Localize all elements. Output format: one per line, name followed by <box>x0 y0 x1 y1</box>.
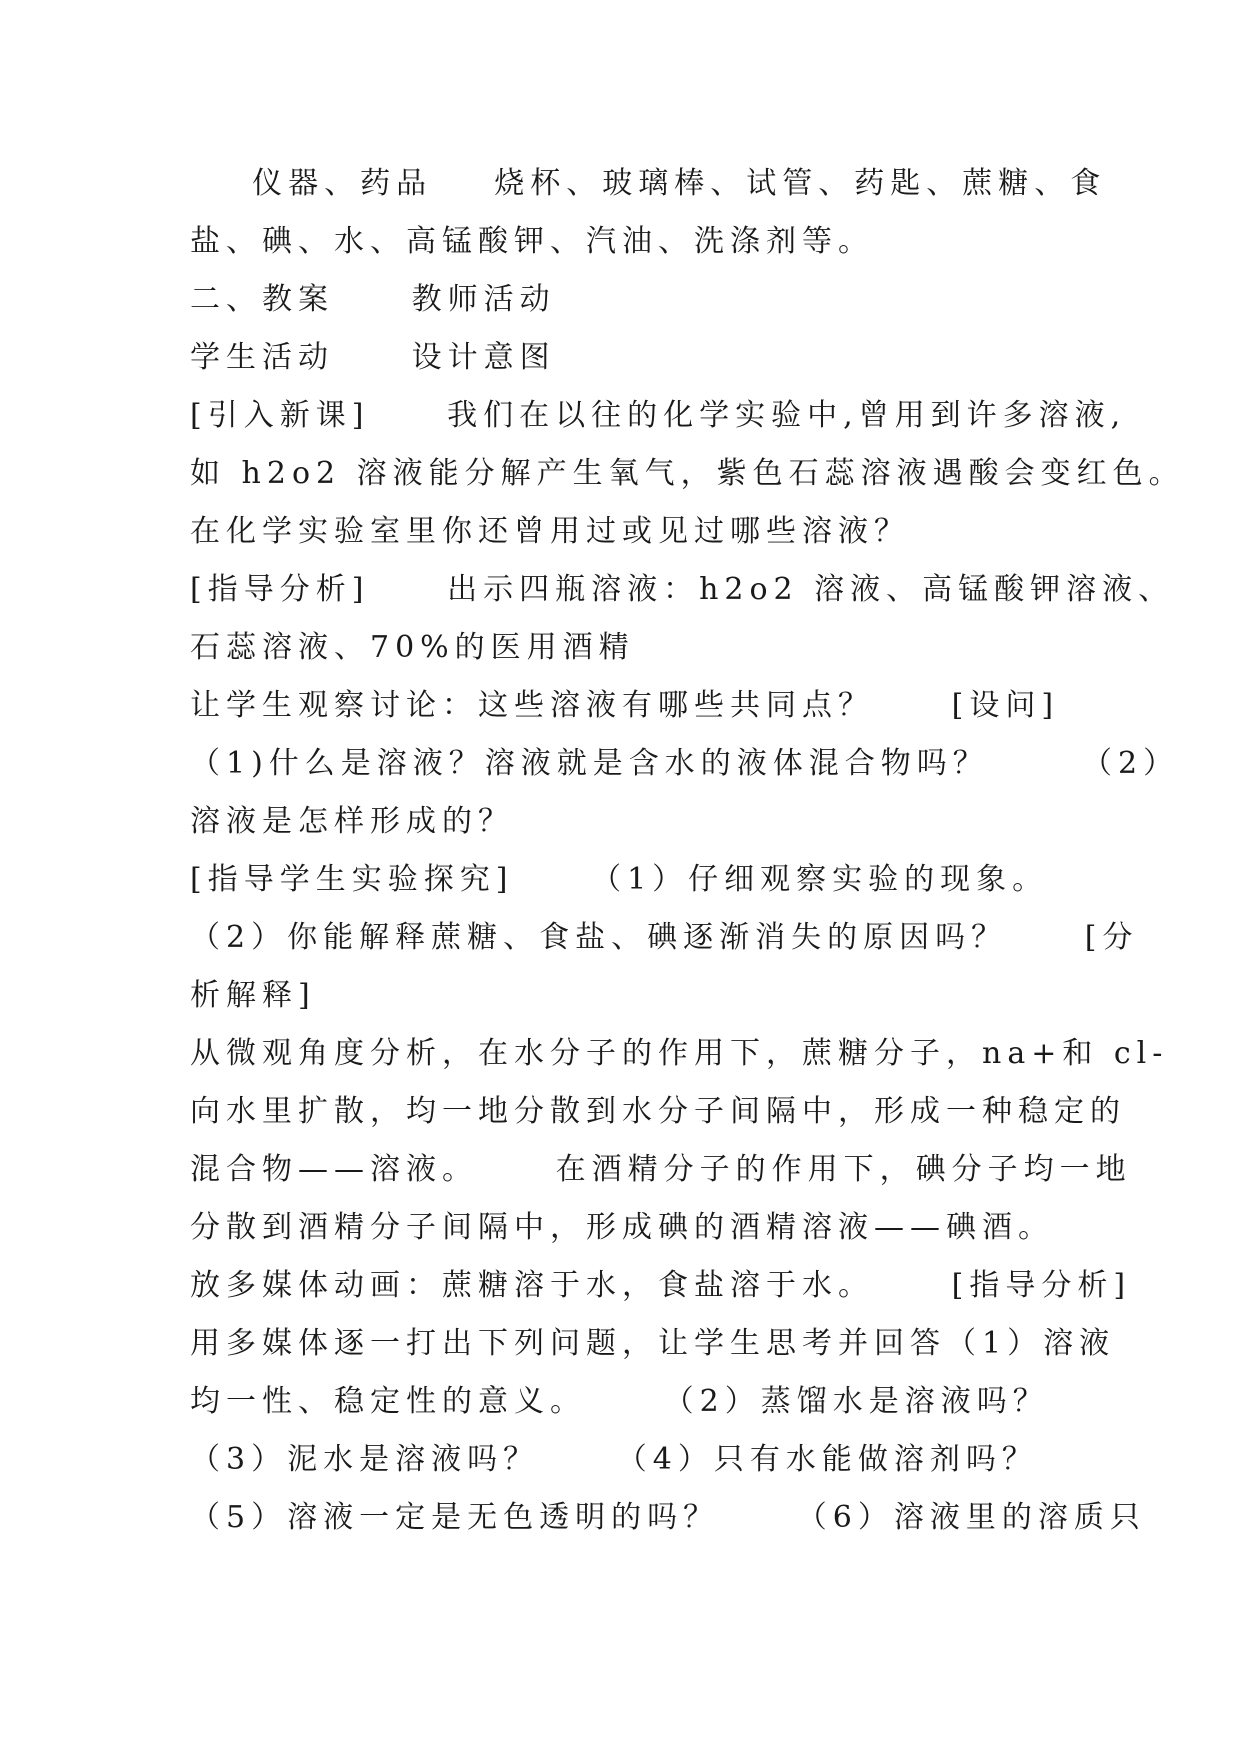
text-line: [指导分析] 出示四瓶溶液：h2o2 溶液、高锰酸钾溶液、 <box>190 572 1175 607</box>
text-line: 如 h2o2 溶液能分解产生氧气，紫色石蕊溶液遇酸会变红色。 <box>190 456 1185 491</box>
text-line: 溶液是怎样形成的？ <box>190 804 514 839</box>
text-line: 放多媒体动画：蔗糖溶于水，食盐溶于水。 [指导分析] <box>190 1268 1132 1303</box>
text-line: 仪器、药品 烧杯、玻璃棒、试管、药匙、蔗糖、食 <box>190 166 1107 201</box>
text-line: [指导学生实验探究] （1）仔细观察实验的现象。 <box>190 862 1049 897</box>
text-line: 在化学实验室里你还曾用过或见过哪些溶液？ <box>190 514 910 549</box>
text-line: 盐、碘、水、高锰酸钾、汽油、洗涤剂等。 <box>190 224 874 259</box>
document-body <box>190 155 1185 1547</box>
text-line: （2）你能解释蔗糖、食盐、碘逐渐消失的原因吗？ [分 <box>190 920 1139 955</box>
text-line: （5）溶液一定是无色透明的吗？ （6）溶液里的溶质只 <box>190 1500 1146 1535</box>
text-line: 用多媒体逐一打出下列问题，让学生思考并回答（1）溶液 <box>190 1326 1116 1361</box>
text-line: 向水里扩散，均一地分散到水分子间隔中，形成一种稳定的 <box>190 1094 1126 1129</box>
text-line: 石蕊溶液、70%的医用酒精 <box>190 630 635 665</box>
text-line: 均一性、稳定性的意义。 （2）蒸馏水是溶液吗？ <box>190 1384 1049 1419</box>
text-line: 混合物——溶液。 在酒精分子的作用下，碘分子均一地 <box>190 1152 1132 1187</box>
text-line: 分散到酒精分子间隔中，形成碘的酒精溶液——碘酒。 <box>190 1210 1054 1245</box>
text-line: 学生活动 设计意图 <box>190 340 556 375</box>
text-line: 二、教案 教师活动 <box>190 282 556 317</box>
text-line: [引入新课] 我们在以往的化学实验中,曾用到许多溶液, <box>190 398 1127 433</box>
text-line: 让学生观察讨论：这些溶液有哪些共同点？ [设问] <box>190 688 1060 723</box>
text-line: （3）泥水是溶液吗？ （4）只有水能做溶剂吗？ <box>190 1442 1038 1477</box>
text-line: 从微观角度分析，在水分子的作用下，蔗糖分子，na+和 cl- <box>190 1036 1169 1071</box>
text-line: （1)什么是溶液？溶液就是含水的液体混合物吗？ （2） <box>190 746 1180 781</box>
text-line: 析解释] <box>190 978 316 1013</box>
